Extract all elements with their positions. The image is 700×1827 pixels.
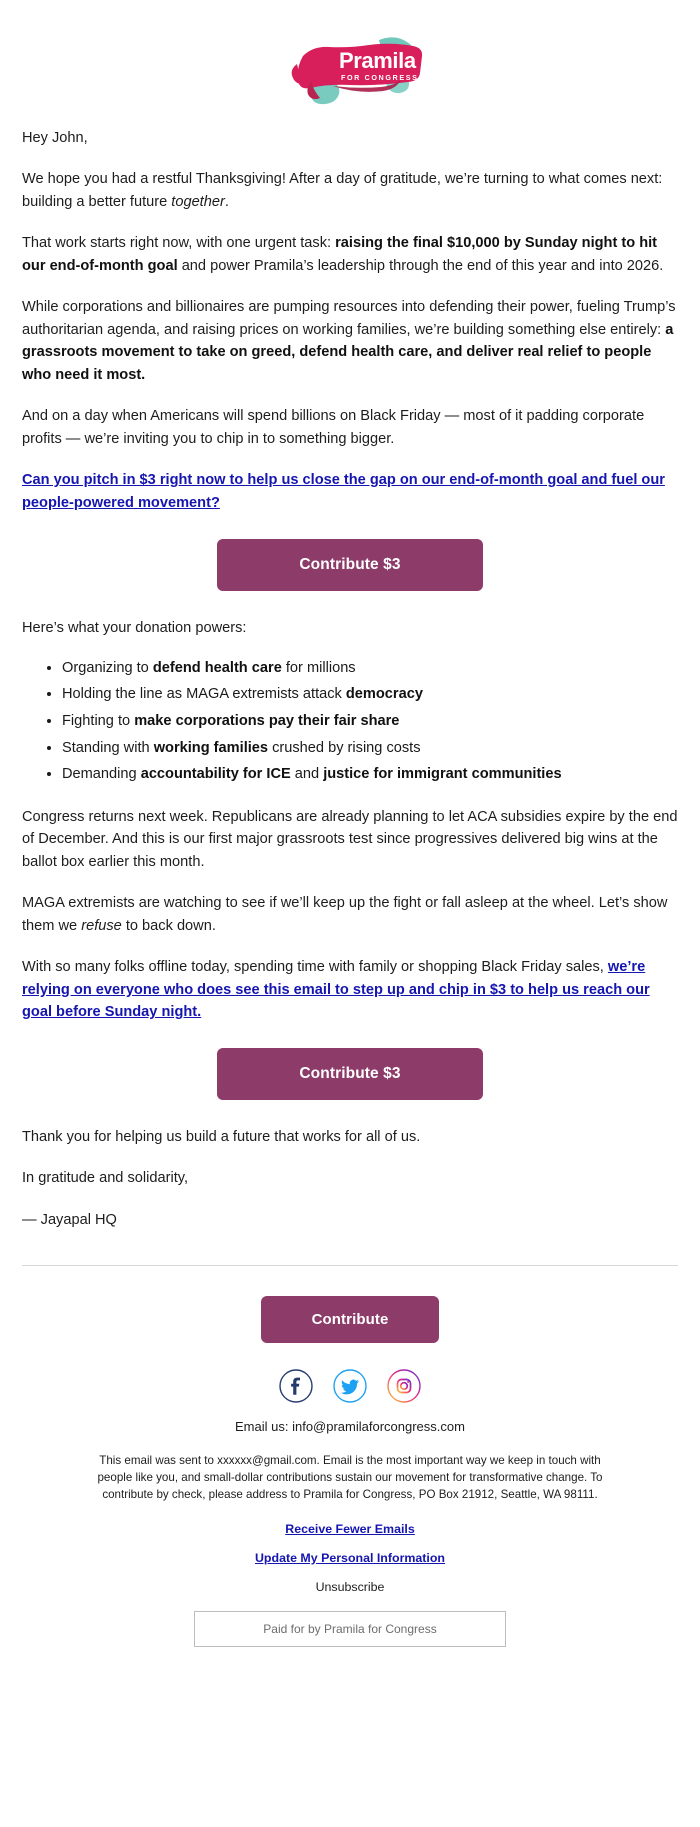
- item-bold: accountability for ICE: [140, 766, 291, 783]
- item-bold: make corporations pay their fair share: [134, 713, 400, 729]
- ask-link-block: [22, 469, 678, 515]
- p6-text-b: to back down.: [121, 917, 216, 934]
- p1-text-b: .: [224, 193, 229, 210]
- item-pre: Demanding: [62, 766, 141, 783]
- list-item: [62, 763, 678, 787]
- item-post: for millions: [281, 659, 356, 676]
- relying-on-everyone-link[interactable]: we’re relying on everyone who does see this email to step up and chip in $3 to help us reach our goal before Sunday night.: [22, 959, 650, 1021]
- list-item: [62, 710, 678, 734]
- receive-fewer-emails-link[interactable]: Receive Fewer Emails: [285, 1521, 415, 1536]
- twitter-icon[interactable]: [333, 1369, 367, 1403]
- donation-powers-list: [22, 657, 678, 787]
- cta-row-footer: [22, 1296, 678, 1343]
- paragraph-5: Congress returns next week. Republicans are already planning to let ACA subsidies expire by the end of December. And this is our first major grassroots test since progressives delivered big wins at the ballot box earlier this month.: [22, 808, 678, 870]
- contribute-button-top[interactable]: Contribute $3: [217, 539, 483, 591]
- paragraph-8: Thank you for helping us build a future that works for all of us.: [22, 1128, 421, 1145]
- paragraph-9: In gratitude and solidarity,: [22, 1170, 189, 1187]
- paragraph-7: [22, 956, 678, 1023]
- p1-text-a: We hope you had a restful Thanksgiving! After a day of gratitude, we’re turning to what comes next: building a better future: [22, 171, 663, 210]
- email-footer: [0, 1296, 700, 1646]
- email-content: [0, 127, 700, 1231]
- update-personal-info-link[interactable]: Update My Personal Information: [254, 1550, 446, 1565]
- item-pre: Holding the line as MAGA extremists attack: [62, 686, 346, 703]
- list-item: [62, 683, 678, 707]
- p3-bold: a grassroots movement to take on greed, defend health care, and deliver real relief to people who need it most.: [22, 321, 674, 383]
- svg-text:FOR CONGRESS: FOR CONGRESS: [341, 73, 419, 82]
- p3-text-a: While corporations and billionaires are pumping resources into defending their power, fueling Trump’s authoritarian agenda, and raising prices on working families, we’re building something else entirely:: [22, 299, 676, 338]
- pitch-in-link[interactable]: Can you pitch in $3 right now to help us close the gap on our end-of-month goal and fuel our people-powered movement?: [22, 472, 665, 512]
- list-item: [62, 737, 678, 761]
- list-item: [62, 657, 678, 681]
- contribute-button-footer[interactable]: Contribute: [261, 1296, 439, 1343]
- item-bold: defend health care: [152, 659, 282, 676]
- cta-row-bottom: [22, 1048, 678, 1100]
- item-pre: Standing with: [62, 739, 154, 756]
- facebook-icon[interactable]: [279, 1369, 313, 1403]
- item-post: crushed by rising costs: [268, 739, 421, 756]
- p2-text-a: That work starts right now, with one urgent task:: [22, 235, 336, 252]
- footer-divider: [22, 1265, 678, 1266]
- instagram-icon[interactable]: [387, 1369, 421, 1403]
- social-links: [22, 1369, 678, 1403]
- logo-header: [0, 0, 700, 127]
- paragraph-3: [22, 296, 678, 386]
- paid-for-disclaimer: Paid for by Pramila for Congress: [194, 1611, 506, 1647]
- p6-emphasis: refuse: [81, 917, 122, 934]
- p1-emphasis: together: [171, 193, 225, 210]
- item-bold: working families: [153, 739, 269, 756]
- paragraph-2: [22, 232, 678, 277]
- powers-intro: Here’s what your donation powers:: [22, 620, 247, 637]
- p2-text-b: and power Pramila’s leadership through the end of this year and into 2026.: [177, 257, 664, 274]
- item-mid: and: [290, 766, 324, 783]
- item-bold: democracy: [345, 686, 423, 703]
- unsubscribe-link[interactable]: Unsubscribe: [315, 1579, 385, 1594]
- pramila-for-congress-logo: [275, 22, 425, 106]
- p2-bold: raising the final $10,000 by Sunday night to hit our end-of-month goal: [22, 235, 658, 274]
- item-bold-2: justice for immigrant communities: [323, 766, 562, 783]
- signoff: — Jayapal HQ: [22, 1211, 117, 1228]
- p7-text-a: With so many folks offline today, spending time with family or shopping Black Friday sales,: [22, 959, 608, 976]
- paragraph-1: [22, 168, 678, 213]
- email-us-text: Email us: info@pramilaforcongress.com: [235, 1419, 465, 1435]
- p6-text-a: MAGA extremists are watching to see if we’ll keep up the fight or fall asleep at the wheel. Let’s show them we: [22, 895, 668, 934]
- legal-fineprint: This email was sent to xxxxxx@gmail.com. Email is the most important way we keep in touch with people like you, and small-dollar contributions sustain our movement for transformative change. To contribute by check, please address to Pramila for Congress, PO Box 21912, Seattle, WA 98111.: [97, 1454, 603, 1502]
- item-pre: Organizing to: [62, 659, 153, 676]
- paragraph-6: [22, 892, 678, 937]
- cta-row-top: [22, 539, 678, 591]
- paragraph-4: And on a day when Americans will spend billions on Black Friday — most of it padding corporate profits — we’re inviting you to chip in to something bigger.: [22, 408, 645, 447]
- contribute-button-bottom[interactable]: Contribute $3: [217, 1048, 483, 1100]
- item-pre: Fighting to: [62, 713, 135, 729]
- svg-text:Pramila: Pramila: [339, 48, 416, 73]
- greeting: Hey John,: [22, 130, 88, 146]
